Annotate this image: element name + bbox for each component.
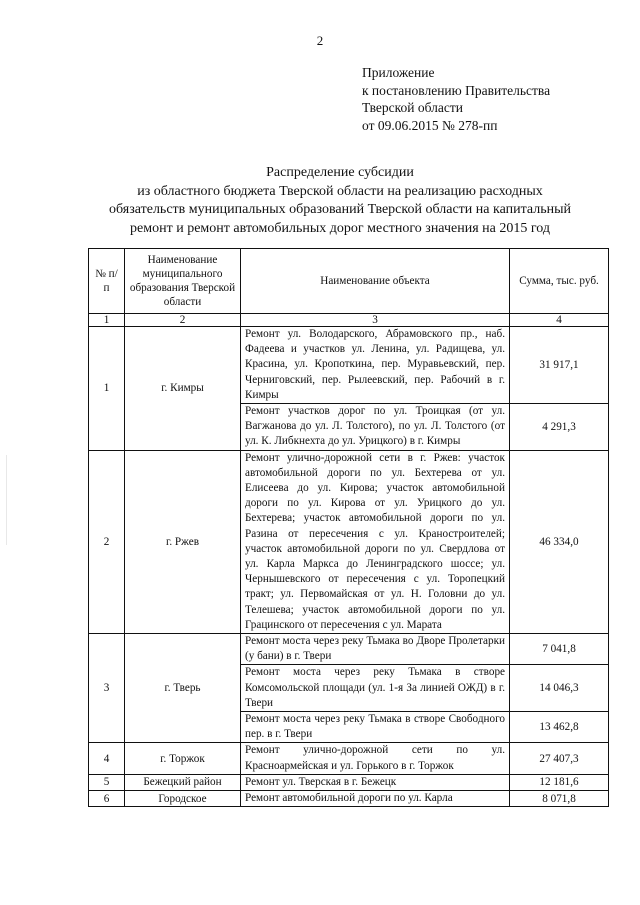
subsidy-amount: 46 334,0 [510, 450, 609, 633]
table-row [89, 791, 609, 807]
object-name: Ремонт ул. Володарского, Абрамовского пр., наб. Фадеева и участков ул. Ленина, ул. Радищева, ул. Красина, ул. Кропоткина, пер. Муравьевский, пер. Черниговский, пер. Рылеевский, пер. Рабочий в г. Кимры [241, 327, 510, 404]
object-name: Ремонт моста через реку Тьмака в створе Комсомольской площади (ул. 1-я За линией ОЖД) в г. Твери [241, 665, 510, 712]
row-number: 6 [89, 791, 125, 807]
header-municipality: Наименование муниципального образования Тверской области [125, 249, 241, 314]
table-row [89, 743, 609, 774]
table-row [89, 774, 609, 790]
object-name: Ремонт ул. Тверская в г. Бежецк [241, 774, 510, 790]
title-line: обязательств муниципальных образований Тверской области на капитальный [109, 202, 571, 217]
table-row [89, 450, 609, 633]
appendix-line: Тверской области [362, 100, 463, 115]
municipality-name: Городское [125, 791, 241, 807]
table-body [89, 314, 609, 807]
scan-edge-mark [0, 455, 7, 545]
subsidy-amount: 31 917,1 [510, 327, 609, 404]
table-header-row [89, 249, 609, 314]
column-number: 4 [510, 314, 609, 327]
column-number-row [89, 314, 609, 327]
object-name: Ремонт улично-дорожной сети по ул. Красноармейская и ул. Горького в г. Торжок [241, 743, 510, 774]
row-number: 4 [89, 743, 125, 774]
subsidy-amount: 7 041,8 [510, 634, 609, 665]
subsidy-amount: 14 046,3 [510, 665, 609, 712]
object-name: Ремонт автомобильной дороги по ул. Карла [241, 791, 510, 807]
row-number: 3 [89, 634, 125, 743]
row-number: 2 [89, 450, 125, 633]
subsidy-table [88, 248, 609, 807]
municipality-name: г. Тверь [125, 634, 241, 743]
table-row [89, 327, 609, 404]
subsidy-amount: 13 462,8 [510, 712, 609, 743]
row-number: 1 [89, 327, 125, 451]
municipality-name: г. Торжок [125, 743, 241, 774]
page-number: 2 [316, 33, 324, 48]
header-object: Наименование объекта [241, 249, 510, 314]
appendix-line: к постановлению Правительства [362, 82, 551, 98]
table-row [89, 634, 609, 665]
municipality-name: г. Кимры [125, 327, 241, 451]
column-number: 1 [89, 314, 125, 327]
appendix-line: Приложение [362, 65, 435, 80]
title-line: ремонт и ремонт автомобильных дорог местного значения на 2015 год [130, 220, 550, 236]
row-number: 5 [89, 774, 125, 790]
subsidy-amount: 8 071,8 [510, 791, 609, 807]
column-number: 3 [241, 314, 510, 327]
subsidy-amount: 12 181,6 [510, 774, 609, 790]
appendix-line: от 09.06.2015 № 278-пп [362, 117, 498, 133]
object-name: Ремонт моста через реку Тьмака во Дворе Пролетарки (у бани) в г. Твери [241, 634, 510, 665]
header-num: № п/п [89, 249, 125, 314]
title-line: Распределение субсидии [266, 165, 414, 180]
object-name: Ремонт моста через реку Тьмака в створе Свободного пер. в г. Твери [241, 712, 510, 743]
subsidy-amount: 27 407,3 [510, 743, 609, 774]
appendix-block [362, 64, 550, 134]
municipality-name: г. Ржев [125, 450, 241, 633]
column-number: 2 [125, 314, 241, 327]
document-title [80, 164, 600, 238]
title-line: из областного бюджета Тверской области на реализацию расходных [137, 183, 543, 199]
header-sum: Сумма, тыс. руб. [510, 249, 609, 314]
object-name: Ремонт участков дорог по ул. Троицкая (от ул. Вагжанова до ул. Л. Толстого), по ул. Л. Толстого (от ул. К. Либкнехта до ул. Урицкого) в г. Кимры [241, 404, 510, 451]
municipality-name: Бежецкий район [125, 774, 241, 790]
object-name: Ремонт улично-дорожной сети в г. Ржев: участок автомобильной дороги по ул. Бехтерева от ул. Елисеева до ул. Кирова; участок автомобильной дороги по ул. Кирова от ул. Урицкого до ул. Бехтерева; участок автомобильной дороги по ул. Разина от пересечения с ул. Краностроителей; участок автомобильной дороги по ул. Свердлова от ул. Карла Маркса до Ленинградского шоссе; ул. Чернышевского от пересечения с ул. Торопецкий тракт; ул. Первомайская от ул. Н. Головни до ул. Телешева; участок автомобильной дороги по ул. Грацинского от пересечения с ул. Марата [241, 450, 510, 633]
subsidy-amount: 4 291,3 [510, 404, 609, 451]
